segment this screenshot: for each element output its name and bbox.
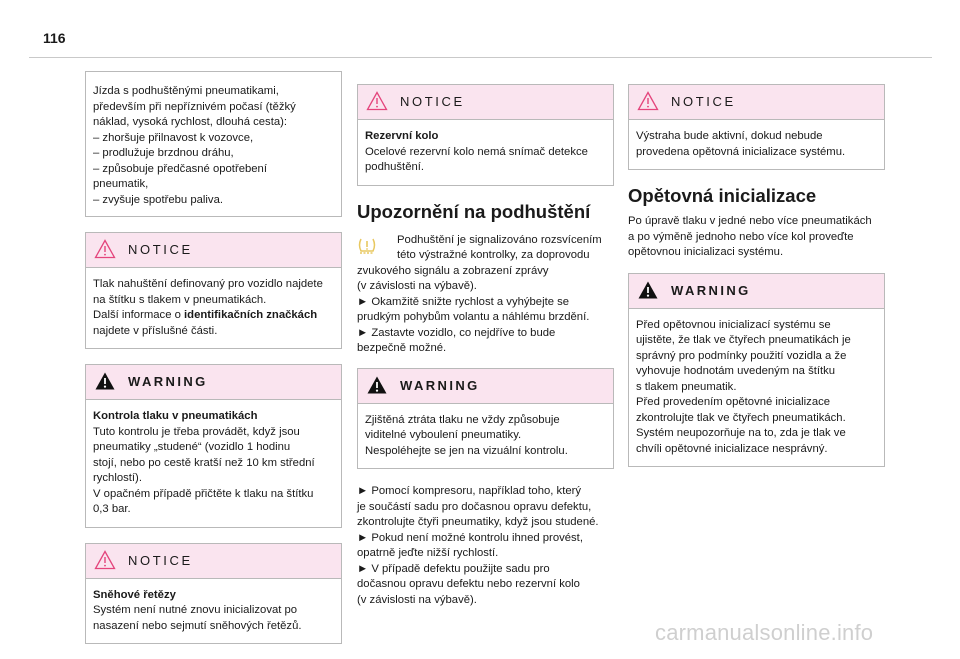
- reinitialisation-paragraph: Po úpravě tlaku v jedné nebo více pneumatikách a po výměně jednoho nebo více kol proveďte opětovnou inicializaci systému.: [628, 215, 872, 258]
- column-1: [85, 71, 342, 659]
- underinflation-paragraph: Podhuštění je signalizováno rozsvícením této výstražné kontrolky, za doprovodu zvukového signálu a zobrazení zprávy (v závislosti na výbavě). ► Okamžitě snižte rychlost a vyhýbejte se prudkým pohybům volantu a náhlému brzdění. ► Zastavte vozidlo, co nejdříve to bude bezpečně možné.: [357, 233, 602, 354]
- watermark-text: carmanualsonline.info: [655, 620, 874, 645]
- notice-box-spare-wheel: [357, 84, 614, 186]
- warning-title: WARNING: [671, 282, 751, 298]
- notice-title: NOTICE: [128, 552, 193, 568]
- warning-text: Kontrola tlaku v pneumatikách Tuto kontrolu je třeba provádět, když jsou pneumatiky „studené“ (vozidlo 1 hodinu stojí, nebo po cestě kratší než 10 km střední rychlostí). V opačném případě přičtěte k tlaku na štítku 0,3 bar.: [93, 410, 315, 515]
- intro-text: Jízda s podhuštěnými pneumatikami, především při nepříznivém počasí (těžký náklad, vysoká rychlost, dlouhá cesta): – zhoršuje přilnavost k vozovce, – prodlužuje brzdnou dráhu, – způsobuje předčasné opotřebení pneumatik, – zvyšuje spotřebu paliva.: [93, 85, 296, 206]
- notice-header: [358, 85, 613, 120]
- warning-text: Před opětovnou inicializací systému se ujistěte, že tlak ve čtyřech pneumatikách je správný pro podmínky použití vozidla a že vyhovuje hodnotám uvedeným na štítku s tlakem pneumatik. Před provedením opětovné inicializace zkontrolujte tlak ve čtyřech pneumatikách. Systém neupozorňuje na to, zda je tlak ve chvíli opětovné inicializace nesprávný.: [636, 318, 851, 455]
- warning-triangle-icon: [366, 375, 388, 395]
- notice-box-snow-chains: [85, 543, 342, 645]
- compressor-instructions: ► Pomocí kompresoru, například toho, který je součástí sadu pro dočasnou opravu defektu, zkontrolujte čtyři pneumatiky, když jsou studené. ► Pokud není možné kontrolu ihned provést, opatrně jeďte nižší rychlostí. ► V případě defektu použijte sadu pro dočasnou opravu defektu nebo rezervní kolo (v závislosti na výbavě).: [357, 485, 599, 606]
- notice-header: [86, 544, 341, 579]
- warning-triangle-icon: [94, 371, 116, 391]
- notice-title: NOTICE: [671, 94, 736, 109]
- notice-title: NOTICE: [128, 242, 193, 257]
- warning-title: WARNING: [400, 377, 480, 393]
- notice-header: [86, 233, 341, 268]
- warning-text: Zjištěná ztráta tlaku ne vždy způsobuje viditelné vyboulení pneumatiky. Nespoléhejte se jen na vizuální kontrolu.: [365, 413, 568, 457]
- tyre-pressure-warning-lamp-icon: [357, 235, 377, 255]
- notice-title: NOTICE: [400, 94, 465, 109]
- warning-triangle-icon: [637, 280, 659, 300]
- caution-triangle-icon: [637, 91, 659, 111]
- column-3: [628, 71, 885, 482]
- warning-header: [86, 365, 341, 400]
- identification-link-text: identifikačních značkách: [184, 309, 318, 321]
- section-heading-underinflation: Upozornění na podhuštění: [357, 200, 591, 222]
- notice-text: Tlak nahuštění definovaný pro vozidlo najdete na štítku s tlakem v pneumatikách. Další informace o identifikačních značkách najdete v příslušné části.: [93, 278, 323, 337]
- intro-box: [85, 71, 342, 217]
- caution-triangle-icon: [366, 91, 388, 111]
- notice-text: Sněhové řetězy Systém není nutné znovu inicializovat po nasazení nebo sejmutí sněhových řetězů.: [93, 588, 302, 632]
- warning-box-reinitialisation: [628, 273, 885, 468]
- page-number: 116: [43, 30, 66, 46]
- warning-header: [358, 369, 613, 404]
- notice-box-pressure: [85, 232, 342, 349]
- column-2: [357, 71, 614, 608]
- caution-triangle-icon: [94, 550, 116, 570]
- notice-text: Rezervní kolo Ocelové rezervní kolo nemá snímač detekce podhuštění.: [365, 130, 588, 173]
- warning-box-pressure-loss: [357, 368, 614, 470]
- warning-header: [629, 274, 884, 309]
- section-heading-reinitialisation: Opětovná inicializace: [628, 185, 817, 206]
- notice-text: Výstraha bude aktivní, dokud nebude provedena opětovná inicializace systému.: [636, 130, 846, 158]
- notice-header: [629, 85, 884, 120]
- notice-box-alert-active: [628, 84, 885, 170]
- warning-box-pressure-check: [85, 364, 342, 528]
- caution-triangle-icon: [94, 239, 116, 259]
- header-rule: [29, 57, 932, 58]
- warning-title: WARNING: [128, 374, 208, 389]
